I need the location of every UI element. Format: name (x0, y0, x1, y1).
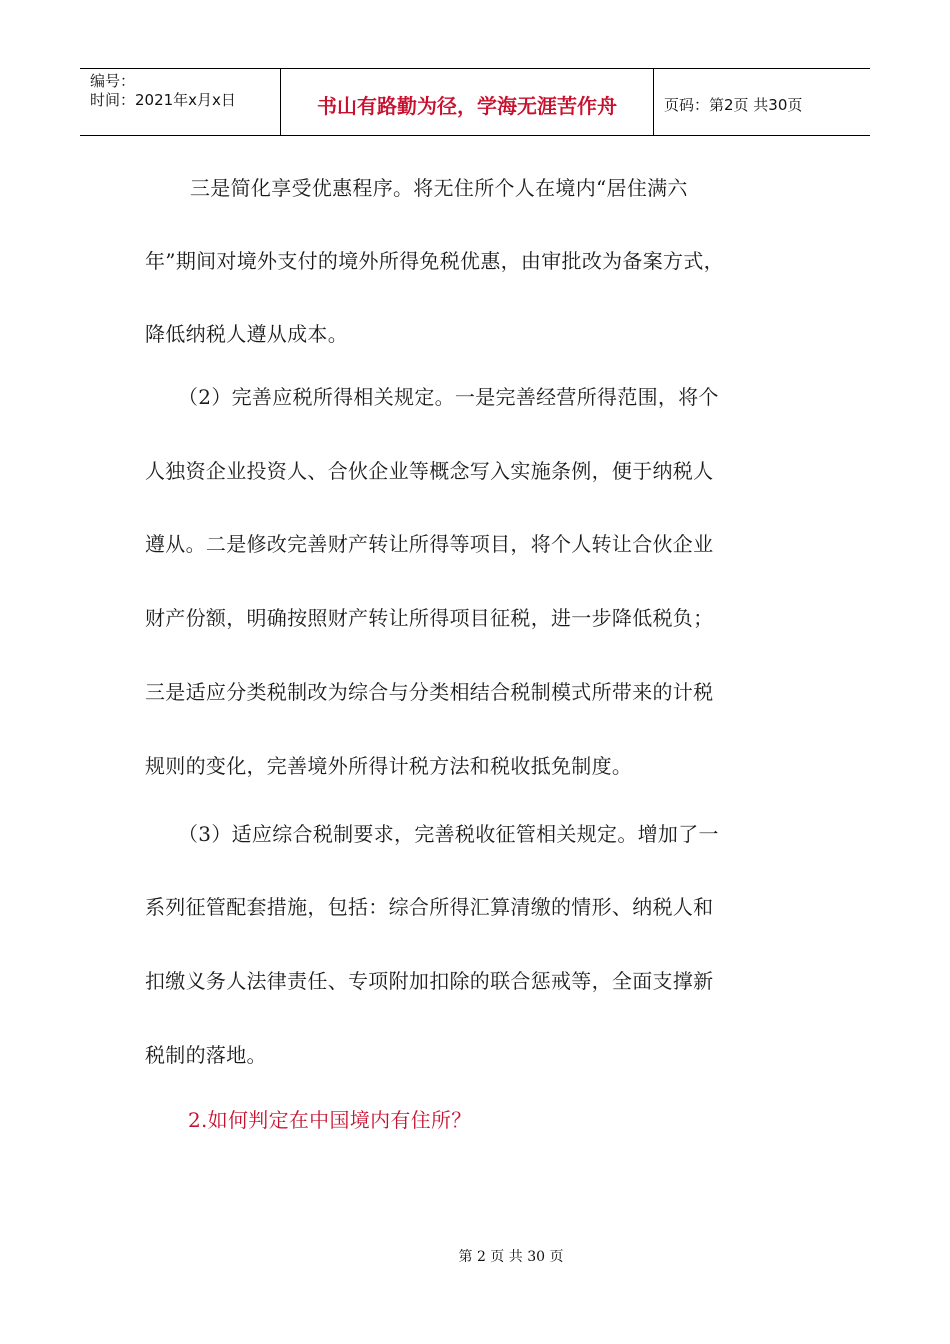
page-footer: 第 2 页 共 30 页 (458, 1249, 564, 1265)
body-line-9: 规则的变化，完善境外所得计税方法和税收抵免制度。 (145, 754, 633, 778)
document-header (80, 68, 870, 136)
body-line-13: 税制的落地。 (145, 1043, 267, 1067)
body-line-6: 遵从。二是修改完善财产转让所得等项目，将个人转让合伙企业 (145, 532, 714, 556)
body-line-11: 系列征管配套措施，包括：综合所得汇算清缴的情形、纳税人和 (145, 895, 714, 919)
body-line-8: 三是适应分类税制改为综合与分类相结合税制模式所带来的计税 (145, 680, 714, 704)
body-line-3: 降低纳税人遵从成本。 (145, 322, 348, 346)
section-heading: 2.如何判定在中国境内有住所？ (188, 1108, 472, 1132)
body-line-2: 年”期间对境外支付的境外所得免税优惠，由审批改为备案方式， (145, 249, 724, 273)
document-number-label: 编号： (90, 72, 136, 90)
body-line-12: 扣缴义务人法律责任、专项附加扣除的联合惩戒等，全面支撑新 (145, 969, 714, 993)
body-line-10: （3）适应综合税制要求，完善税收征管相关规定。增加了一 (178, 822, 719, 846)
body-line-5: 人独资企业投资人、合伙企业等概念写入实施条例，便于纳税人 (145, 459, 714, 483)
document-date-label: 时间：2021年x月x日 (90, 91, 236, 109)
header-motto: 书山有路勤为径，学海无涯苦作舟 (281, 69, 654, 135)
header-meta-cell (80, 69, 281, 135)
body-line-4: （2）完善应税所得相关规定。一是完善经营所得范围，将个 (178, 385, 719, 409)
body-line-7: 财产份额，明确按照财产转让所得项目征税，进一步降低税负； (145, 606, 714, 630)
header-page-info: 页码：第2页 共30页 (664, 95, 803, 114)
body-line-1: 三是简化享受优惠程序。将无住所个人在境内“居住满六 (190, 176, 688, 200)
